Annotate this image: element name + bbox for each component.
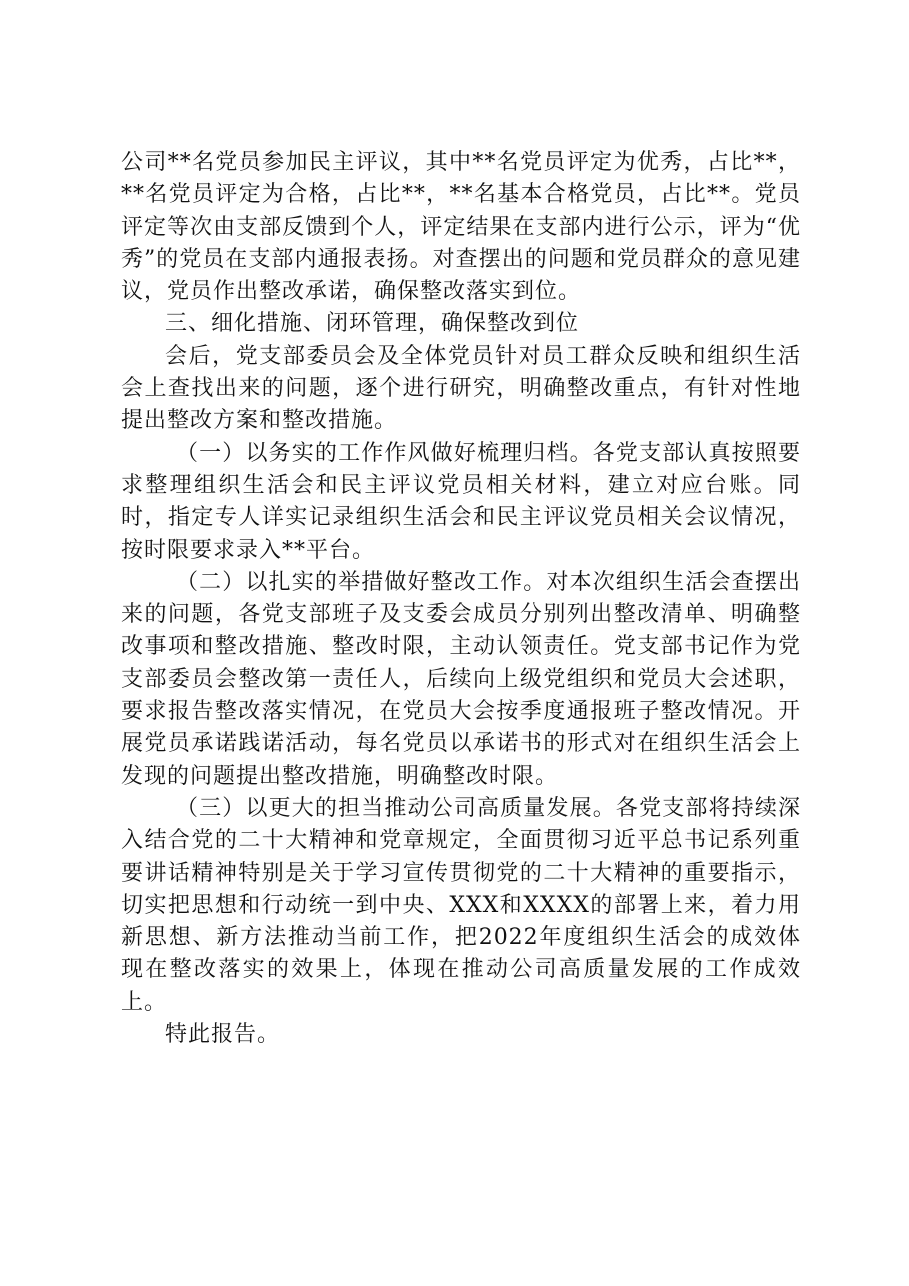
subsection-3: （三）以更大的担当推动公司高质量发展。各党支部将持续深入结合党的二十大精神和党章规定，全面贯彻习近平总书记系列重要讲话精神特别是关于学习宣传贯彻党的二十大精神的重要指示，切实把思想和行动统一到中央、XXX和XXXX的部署上来，着力用新思想、新方法推动当前工作，把2022年度组织生活会的成效体现在整改落实的效果上，体现在推动公司高质量发展的工作成效上。	[121, 795, 801, 1015]
closing-statement: 特此报告。	[165, 1022, 281, 1048]
document-body	[121, 147, 801, 1051]
paragraph-after-meeting: 会后，党支部委员会及全体党员针对员工群众反映和组织生活会上查找出来的问题，逐个进行研究，明确整改重点，有针对性地提出整改方案和整改措施。	[121, 343, 801, 434]
subsection-2: （二）以扎实的举措做好整改工作。对本次组织生活会查摆出来的问题，各党支部班子及支委会成员分别列出整改清单、明确整改事项和整改措施、整改时限，主动认领责任。党支部书记作为党支部委员会整改第一责任人，后续向上级党组织和党员大会述职，要求报告整改落实情况，在党员大会按季度通报班子整改情况。开展党员承诺践诺活动，每名党员以承诺书的形式对在组织生活会上发现的问题提出整改措施，明确整改时限。	[121, 569, 801, 789]
section-heading-3: 三、细化措施、闭环管理，确保整改到位	[165, 311, 580, 337]
subsection-1: （一）以务实的工作作风做好梳理归档。各党支部认真按照要求整理组织生活会和民主评议党员相关材料，建立对应台账。同时，指定专人详实记录组织生活会和民主评议党员相关会议情况，按时限要求录入**平台。	[121, 440, 801, 563]
paragraph-evaluation-results: 公司**名党员参加民主评议，其中**名党员评定为优秀，占比**，**名党员评定为合格，占比**，**名基本合格党员，占比**。党员评定等次由支部反馈到个人，评定结果在支部内进行公示，评为“优秀”的党员在支部内通报表扬。对查摆出的问题和党员群众的意见建议，党员作出整改承诺，确保整改落实到位。	[121, 150, 801, 305]
